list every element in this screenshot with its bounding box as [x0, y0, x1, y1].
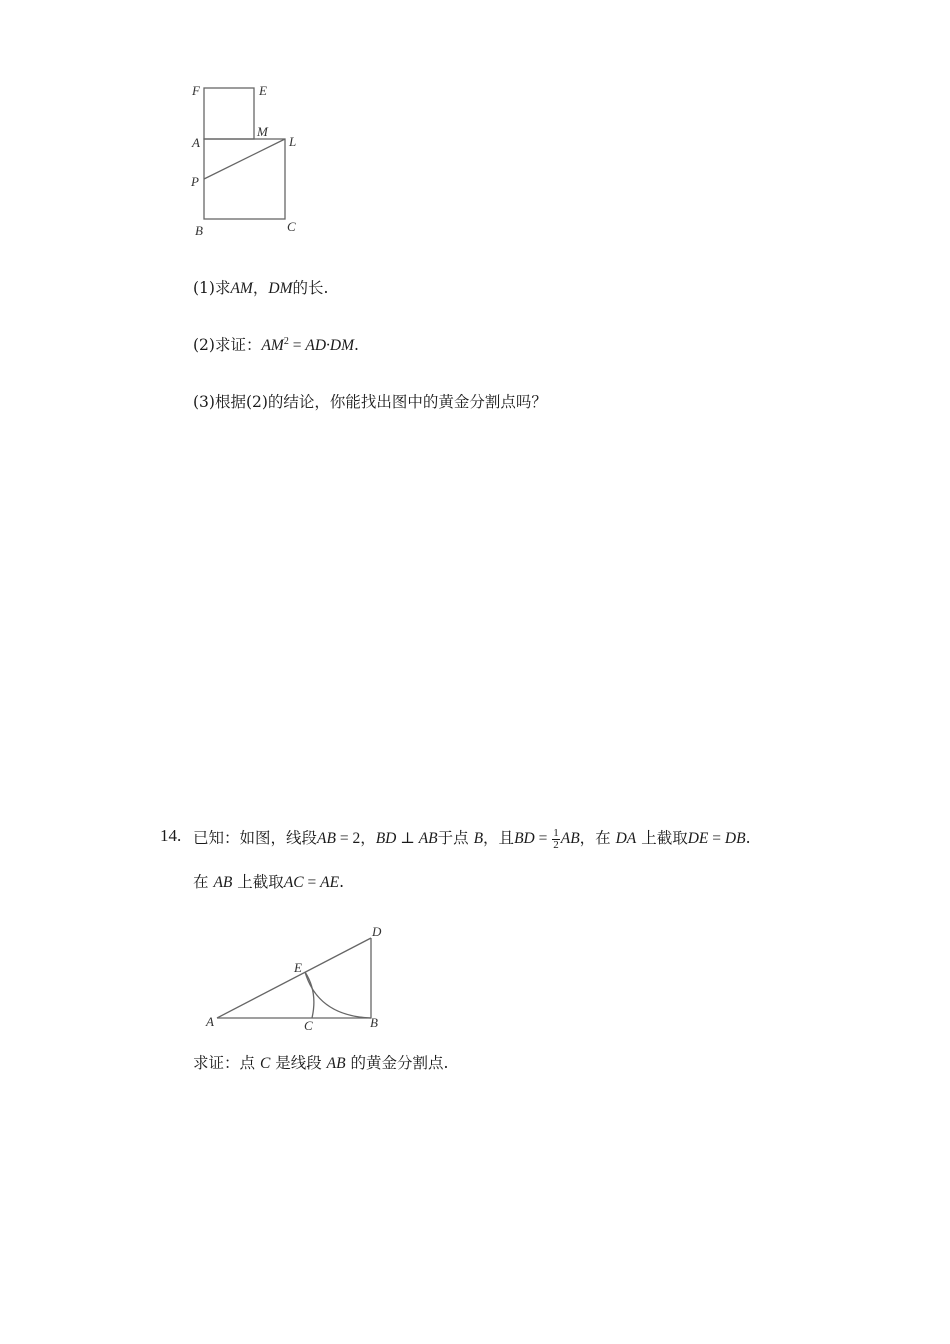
q14-l1-eq2: = — [708, 830, 725, 847]
math-ab: AB — [418, 830, 438, 847]
math-de: DE — [687, 830, 709, 847]
label-E: E — [294, 960, 302, 975]
math-ae: AE — [320, 874, 340, 891]
square-abcd — [204, 139, 285, 219]
q13-part1-suffix: 的长. — [292, 279, 329, 297]
q14-l1-t1: 已知：如图，线段 — [193, 829, 318, 847]
q14-c-t2: 是线段 — [270, 1054, 327, 1072]
q13-part1 — [193, 276, 328, 298]
math-da: DA — [615, 830, 637, 847]
arc-ec — [305, 972, 314, 1018]
q13-part1-sep: ， — [252, 279, 269, 297]
math-ab: AB — [213, 874, 233, 891]
q13-part2 — [193, 333, 359, 355]
math-c: C — [259, 1055, 271, 1072]
math-dm: DM — [268, 280, 293, 297]
q13-part3 — [193, 390, 547, 412]
q14-l1-t5: ，且 — [483, 829, 515, 847]
q14-l1-perp: ⊥ — [396, 830, 419, 847]
label-E: E — [259, 83, 267, 98]
q13-part3-text: (3)根据(2)的结论，你能找出图中的黄金分割点吗？ — [193, 393, 547, 411]
math-ac: AC — [283, 874, 304, 891]
q14-l2-t1: 在 — [193, 873, 214, 891]
q14-l1-end: . — [745, 829, 751, 847]
q14-c-t3: 的黄金分割点. — [345, 1054, 449, 1072]
label-M: M — [257, 124, 268, 139]
label-B: B — [195, 223, 203, 238]
q14-l1-t4: 于点 — [437, 829, 474, 847]
figure-triangle — [200, 920, 400, 1035]
q13-part2-end: . — [354, 336, 359, 354]
math-am: AM — [230, 280, 253, 297]
label-A: A — [206, 1014, 214, 1029]
math-eq: = — [288, 337, 306, 354]
math-bd: BD — [514, 830, 535, 847]
q13-part1-prefix: (1)求 — [193, 279, 231, 297]
label-P: P — [191, 174, 199, 189]
q14-l2-eq: = — [303, 874, 321, 891]
label-A: A — [192, 135, 200, 150]
fraction-numerator: 1 — [553, 826, 559, 839]
math-exponent: 2 — [283, 335, 289, 347]
segment-pl — [204, 139, 285, 179]
math-bd: BD — [375, 830, 397, 847]
q14-l1-t2: = 2， — [335, 830, 376, 847]
segment-ad — [217, 938, 371, 1018]
math-ab: AB — [560, 830, 580, 847]
math-ab: AB — [317, 830, 336, 847]
label-L: L — [289, 134, 297, 149]
q14-c-t1: 求证：点 — [193, 1054, 260, 1072]
math-db: DB — [724, 830, 746, 847]
label-B: B — [370, 1015, 378, 1030]
figure-squares — [185, 78, 315, 243]
math-b: B — [473, 830, 484, 847]
math-am-lhs: AM — [261, 337, 284, 354]
label-C: C — [287, 219, 296, 234]
q14-l1-t7: ，在 — [579, 829, 616, 847]
math-ab: AB — [326, 1055, 346, 1072]
q14-line2 — [193, 870, 344, 892]
q13-part2-prefix: (2)求证： — [193, 336, 262, 354]
label-F: F — [192, 83, 200, 98]
q14-conclusion — [193, 1051, 448, 1073]
q14-l1-t8: 上截取 — [636, 829, 688, 847]
q14-l2-t2: 上截取 — [232, 873, 284, 891]
square-afem — [204, 88, 254, 139]
fraction-one-half — [552, 828, 560, 851]
label-D: D — [372, 924, 382, 939]
fraction-denominator: 2 — [553, 838, 559, 851]
q14-number: 14. — [160, 826, 182, 845]
label-C: C — [304, 1018, 313, 1033]
arc-eb — [305, 972, 371, 1018]
math-ad-dm: AD·DM — [305, 337, 355, 354]
q14-l1-eq: = — [534, 830, 552, 847]
q14-line1 — [193, 826, 751, 851]
q14-l2-end: . — [339, 873, 344, 891]
